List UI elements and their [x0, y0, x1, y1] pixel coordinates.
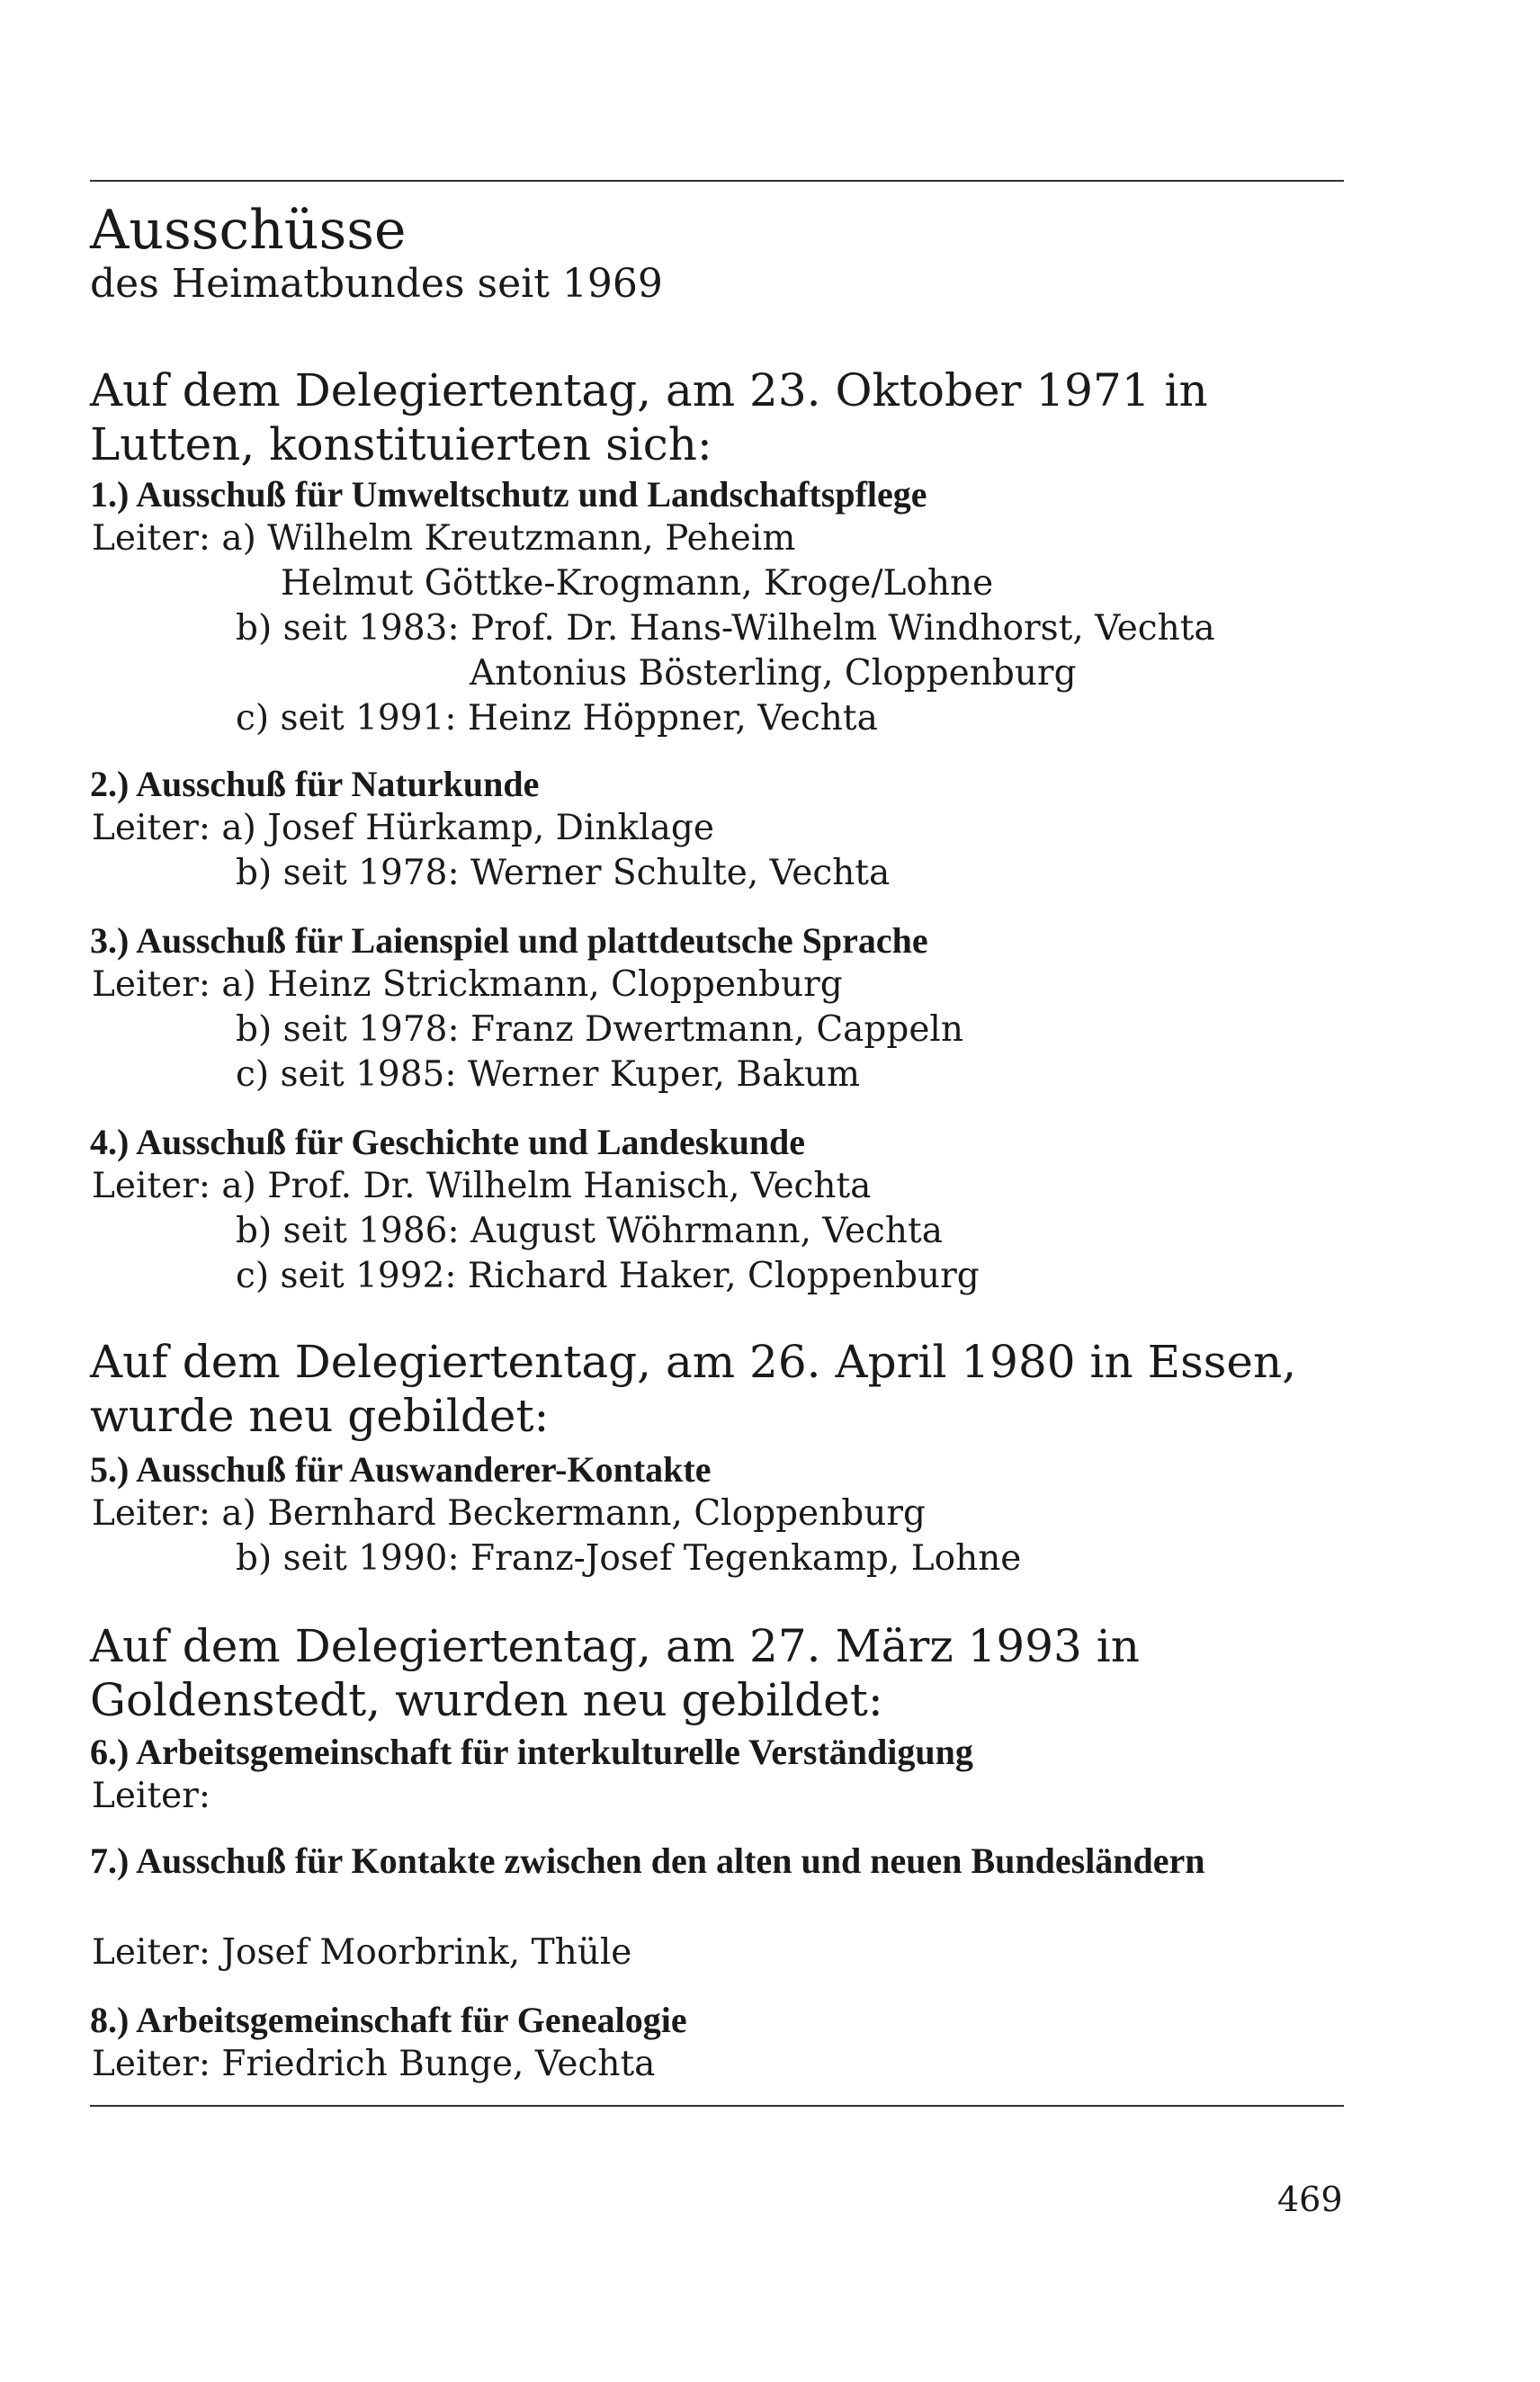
committee-heading-1: 1.) Ausschuß für Umweltschutz und Landschaftspflege [90, 474, 927, 515]
bottom-rule [90, 2105, 1344, 2107]
page-title: Ausschüsse [90, 199, 407, 262]
committee-line: Leiter: a) Josef Hürkamp, Dinklage [92, 808, 714, 848]
committee-line: b) seit 1978: Werner Schulte, Vechta [236, 853, 891, 893]
committee-line: Helmut Göttke-Krogmann, Kroge/Lohne [281, 563, 994, 604]
committee-line: b) seit 1983: Prof. Dr. Hans-Wilhelm Windhorst, Vechta [236, 608, 1215, 649]
committee-line: c) seit 1992: Richard Haker, Cloppenburg [236, 1256, 980, 1296]
committee-line: Antonius Bösterling, Cloppenburg [470, 653, 1077, 694]
committee-line: Leiter: Josef Moorbrink, Thüle [92, 1932, 632, 1973]
committee-line: b) seit 1978: Franz Dwertmann, Cappeln [236, 1009, 964, 1050]
committee-line: c) seit 1991: Heinz Höppner, Vechta [236, 698, 878, 739]
committee-line: Leiter: a) Wilhelm Kreutzmann, Peheim [92, 518, 796, 559]
section-intro-2: Auf dem Delegiertentag, am 26. April 1980 in Essen, wurde neu gebildet: [90, 1336, 1297, 1442]
committee-heading-3: 3.) Ausschuß für Laienspiel und plattdeutsche Sprache [90, 920, 928, 961]
committee-line: Leiter: a) Bernhard Beckermann, Cloppenburg [92, 1493, 926, 1534]
committee-heading-2: 2.) Ausschuß für Naturkunde [90, 764, 540, 804]
committee-line: c) seit 1985: Werner Kuper, Bakum [236, 1054, 860, 1095]
section-intro-3: Auf dem Delegiertentag, am 27. März 1993 in Goldenstedt, wurden neu gebildet: [90, 1620, 1140, 1726]
committee-line: Leiter: a) Prof. Dr. Wilhelm Hanisch, Vechta [92, 1166, 872, 1206]
committee-line: Leiter: a) Heinz Strickmann, Cloppenburg [92, 964, 843, 1005]
page-number: 469 [1277, 2180, 1343, 2219]
committee-heading-4: 4.) Ausschuß für Geschichte und Landeskunde [90, 1122, 806, 1162]
top-rule [90, 180, 1344, 182]
committee-heading-5: 5.) Ausschuß für Auswanderer-Kontakte [90, 1449, 712, 1490]
committee-line: Leiter: Friedrich Bunge, Vechta [92, 2044, 656, 2084]
committee-line: b) seit 1990: Franz-Josef Tegenkamp, Lohne [236, 1538, 1022, 1579]
section-intro-1: Auf dem Delegiertentag, am 23. Oktober 1971 in Lutten, konstituierten sich: [90, 364, 1208, 470]
committee-line: Leiter: [92, 1776, 210, 1816]
committee-line: b) seit 1986: August Wöhrmann, Vechta [236, 1211, 943, 1251]
committee-heading-7: 7.) Ausschuß für Kontakte zwischen den alten und neuen Bundesländern [90, 1840, 1205, 1881]
committee-heading-8: 8.) Arbeitsgemeinschaft für Genealogie [90, 2000, 687, 2040]
page-subtitle: des Heimatbundes seit 1969 [90, 261, 663, 307]
committee-heading-6: 6.) Arbeitsgemeinschaft für interkulturelle Verständigung [90, 1732, 973, 1772]
